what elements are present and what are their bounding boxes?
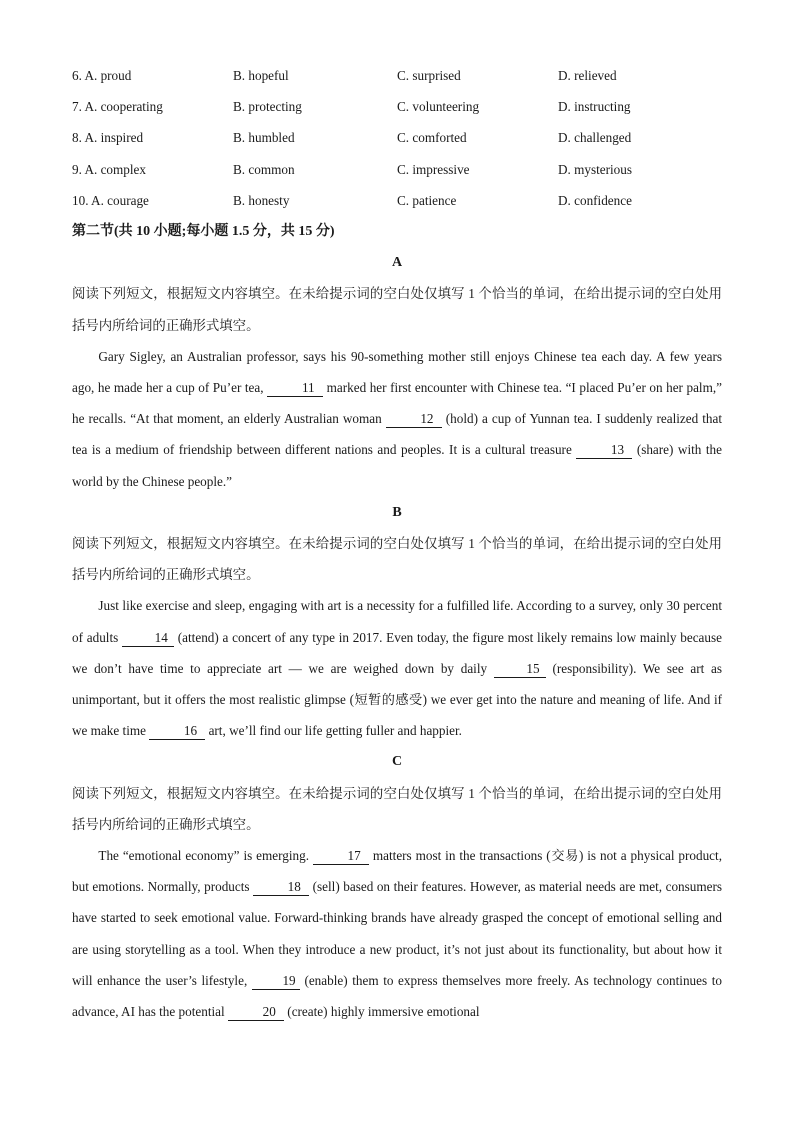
option-b: B. common bbox=[233, 161, 295, 177]
option-row-9 bbox=[72, 154, 722, 185]
blank-16[interactable]: 16 bbox=[149, 723, 205, 740]
passage-a-instruction: 阅读下列短文，根据短文内容填空。在未给提示词的空白处仅填写 1 个恰当的单词，在给出提示词的空白处用括号内所给词的正确形式填空。 bbox=[72, 286, 722, 333]
options-table bbox=[72, 60, 722, 216]
passage-b-text: Just like exercise and sleep, engaging with art is a necessity for a fulfilled life. According to a survey, only 30 percent of adults 14 (attend) a concert of any type in 2017. Even today, the figure most likely remains low mainly because we don’t have time to appreciate art — we are weighed down by daily 15 (responsibility). We see art as unimportant, but it offers the most realistic glimpse (短暂的感受) we ever get into the nature and meaning of life. And if we make time 16 art, we’ll find our life getting fuller and happier. bbox=[72, 598, 722, 739]
option-b: B. hopeful bbox=[233, 68, 289, 83]
option-c: C. surprised bbox=[397, 68, 461, 83]
option-d: D. relieved bbox=[558, 68, 617, 83]
option-row-10 bbox=[72, 185, 722, 216]
option-c: C. volunteering bbox=[397, 99, 480, 115]
blank-17[interactable]: 17 bbox=[313, 848, 369, 865]
option-a: 9. A. complex bbox=[72, 161, 146, 177]
blank-12[interactable]: 12 bbox=[386, 411, 442, 428]
option-row-7 bbox=[72, 91, 722, 122]
passage-b-label: B bbox=[392, 504, 402, 520]
blank-13[interactable]: 13 bbox=[576, 442, 632, 459]
option-row-8 bbox=[72, 122, 722, 153]
blank-11[interactable]: 11 bbox=[267, 380, 323, 397]
option-d: D. challenged bbox=[558, 130, 632, 146]
blank-19[interactable]: 19 bbox=[252, 973, 300, 990]
passage-a-text: Gary Sigley, an Australian professor, says his 90-something mother still enjoys Chinese tea each day. A few years ago, he made her a cup of Pu’er tea, 11 marked her first encounter with Chinese tea. “I placed Pu’er on her palm,” he recalls. “At that moment, an elderly Australian woman 12 (hold) a cup of Yunnan tea. I suddenly realized that tea is a medium of friendship between different nations and peoples. It is a cultural treasure 13 (share) with the world by the Chinese people.” bbox=[72, 348, 722, 489]
section-title: 第二节(共 10 小题;每小题 1.5 分，共 15 分) bbox=[72, 223, 335, 239]
option-row-6 bbox=[72, 60, 722, 91]
option-b: B. humbled bbox=[233, 130, 295, 146]
option-b: B. protecting bbox=[233, 99, 302, 115]
option-c: C. comforted bbox=[397, 130, 467, 146]
exam-page bbox=[72, 60, 722, 1027]
blank-14[interactable]: 14 bbox=[122, 630, 174, 647]
option-a: 8. A. inspired bbox=[72, 130, 144, 146]
option-b: B. honesty bbox=[233, 192, 290, 208]
option-a: 6. A. proud bbox=[72, 68, 132, 83]
option-d: D. confidence bbox=[558, 192, 632, 208]
passage-c-label: C bbox=[391, 754, 403, 770]
blank-20[interactable]: 20 bbox=[228, 1004, 284, 1021]
passage-c-text: The “emotional economy” is emerging. 17 matters most in the transactions (交易) is not a physical product, but emotions. Normally, products 18 (sell) based on their features. However, as material needs are met, consumers have started to seek emotional value. Forward-thinking brands have already grasped the concept of emotional selling and are using storytelling as a tool. When they introduce a new product, it’s not just about its functionality, but about how it will enhance the user’s lifestyle, 19 (enable) them to express themselves more freely. As technology continues to advance, AI has the potential 20 (create) highly immersive emotional bbox=[72, 847, 722, 1019]
blank-15[interactable]: 15 bbox=[494, 661, 546, 678]
passage-a-label: A bbox=[391, 255, 403, 271]
option-a: 10. A. courage bbox=[72, 192, 149, 208]
option-c: C. impressive bbox=[397, 161, 470, 177]
passage-b-instruction: 阅读下列短文，根据短文内容填空。在未给提示词的空白处仅填写 1 个恰当的单词，在给出提示词的空白处用括号内所给词的正确形式填空。 bbox=[72, 535, 722, 583]
blank-18[interactable]: 18 bbox=[253, 879, 309, 896]
option-d: D. mysterious bbox=[558, 161, 632, 177]
option-c: C. patience bbox=[397, 192, 457, 208]
passage-c-instruction: 阅读下列短文，根据短文内容填空。在未给提示词的空白处仅填写 1 个恰当的单词，在给出提示词的空白处用括号内所给词的正确形式填空。 bbox=[72, 785, 722, 832]
option-a: 7. A. cooperating bbox=[72, 99, 163, 115]
option-d: D. instructing bbox=[558, 99, 631, 115]
